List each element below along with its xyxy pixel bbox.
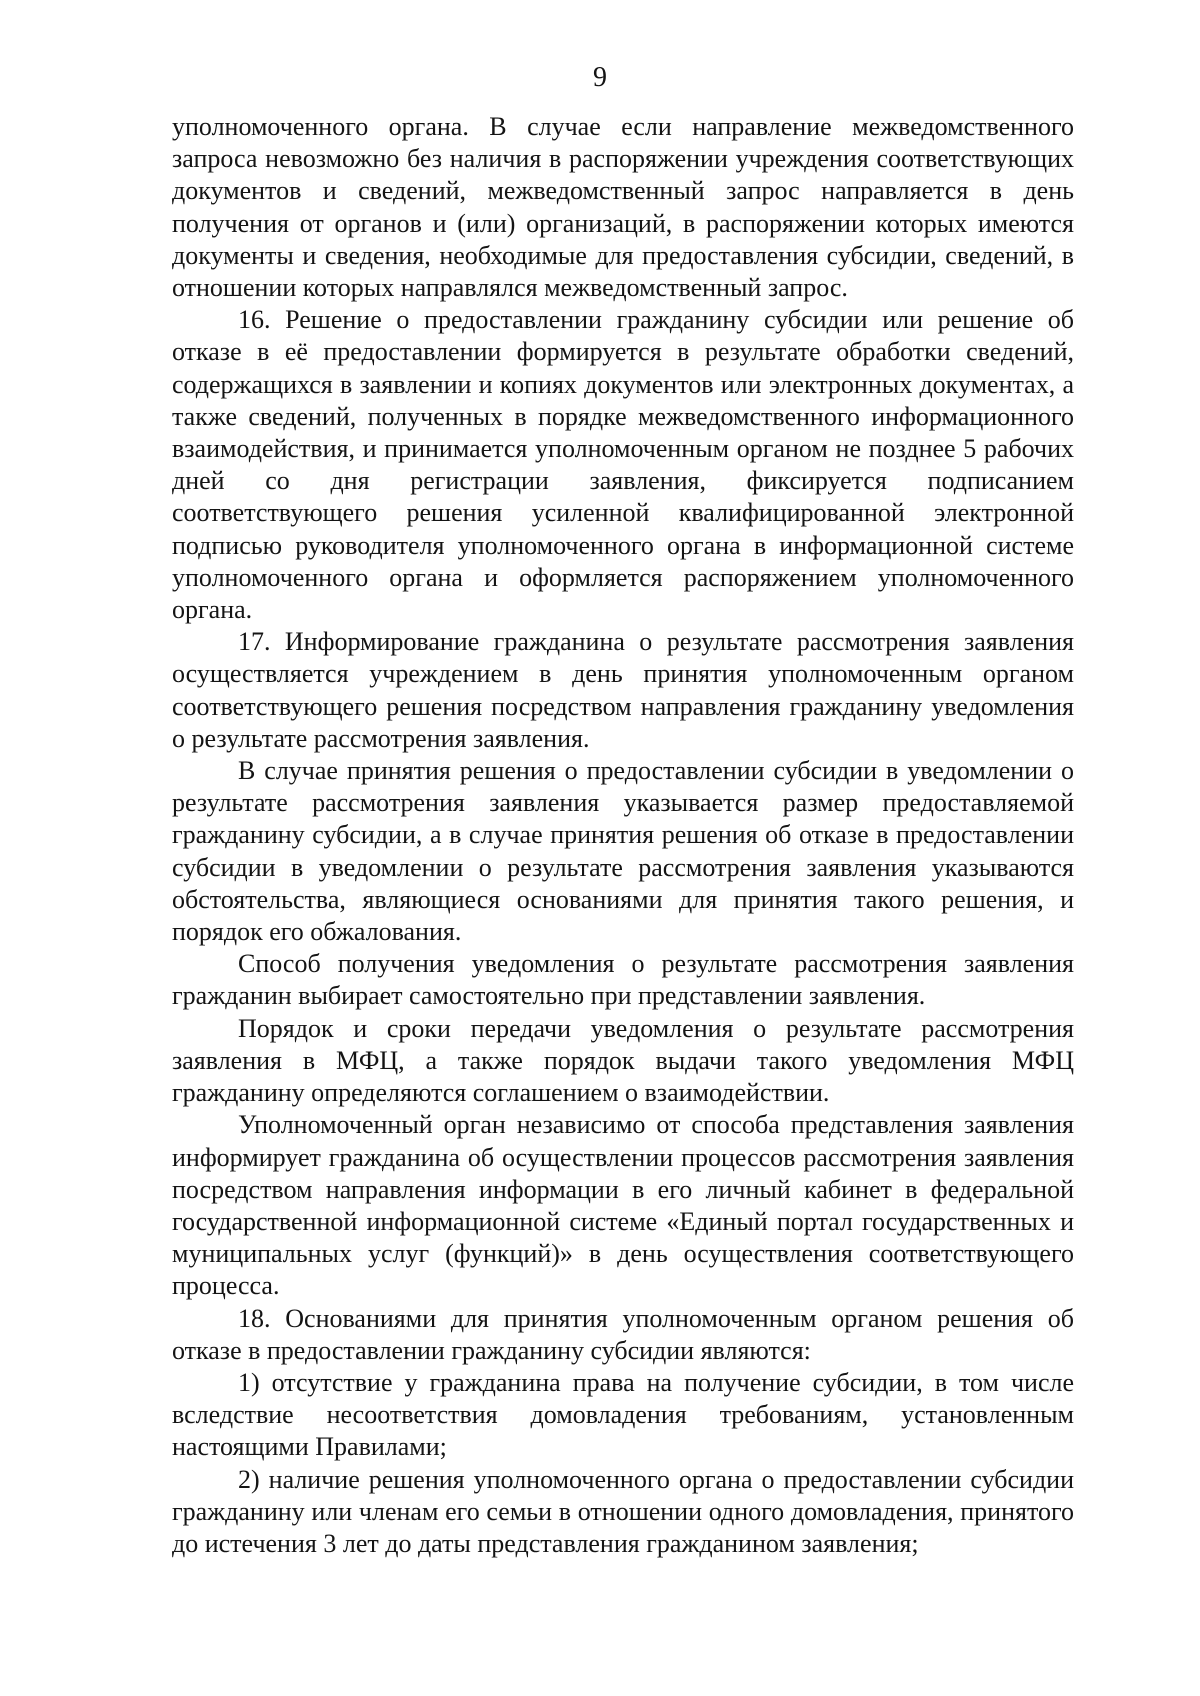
paragraph-item-16: 16. Решение о предоставлении гражданину субсидии или решение об отказе в её предоставлении формируется в результате обработки сведений, содержащихся в заявлении и копиях документов или электронных документах, а также сведений, полученных в порядке межведомственного информационного взаимодействия, и принимается уполномоченным органом не позднее 5 рабочих дней со дня регистрации заявления, фиксируется подписанием соответствующего решения усиленной квалифицированной электронной подписью руководителя уполномоченного органа в информационной системе уполномоченного органа и оформляется распоряжением уполномоченного органа. — [172, 305, 1074, 625]
paragraph-notification-content: В случае принятия решения о предоставлении субсидии в уведомлении о результате рассмотрения заявления указывается размер предоставляемой гражданину субсидии, а в случае принятия решения об отказе в предоставлении субсидии в уведомлении о результате рассмотрения заявления указываются обстоятельства, являющиеся основаниями для принятия такого решения, и порядок его обжалования. — [172, 756, 1074, 947]
paragraph-item-18: 18. Основаниями для принятия уполномоченным органом решения об отказе в предоставлении гражданину субсидии являются: — [172, 1303, 1074, 1365]
paragraph-personal-account: Уполномоченный орган независимо от способа представления заявления информирует гражданина об осуществлении процессов рассмотрения заявления посредством направления информации в его личный кабинет в федеральной государственной информационной системе «Единый портал государственных и муниципальных услуг (функций)» в день осуществления соответствующего процесса. — [172, 1110, 1074, 1301]
document-text — [172, 111, 1074, 1560]
paragraph-continuation: уполномоченного органа. В случае если направление межведомственного запроса невозможно без наличия в распоряжении учреждения соответствующих документов и сведений, межведомственный запрос направляется в день получения от органов и (или) организаций, в распоряжении которых имеются документы и сведения, необходимые для предоставления субсидии, сведений, в отношении которых направлялся межведомственный запрос. — [172, 112, 1074, 303]
list-item-1: 1) отсутствие у гражданина права на получение субсидии, в том числе вследствие несоответствия домовладения требованиям, установленным настоящими Правилами; — [172, 1367, 1074, 1462]
paragraph-mfc-transfer: Порядок и сроки передачи уведомления о результате рассмотрения заявления в МФЦ, а также порядок выдачи такого уведомления МФЦ гражданину определяются соглашением о взаимодействии. — [172, 1013, 1074, 1108]
paragraph-notification-method: Способ получения уведомления о результате рассмотрения заявления гражданин выбирает самостоятельно при представлении заявления. — [172, 949, 1074, 1011]
page-number: 9 — [593, 62, 607, 93]
list-item-2: 2) наличие решения уполномоченного органа о предоставлении субсидии гражданину или членам его семьи в отношении одного домовладения, принятого до истечения 3 лет до даты представления гражданином заявления; — [172, 1464, 1074, 1558]
paragraph-item-17: 17. Информирование гражданина о результате рассмотрения заявления осуществляется учреждением в день принятия уполномоченным органом соответствующего решения посредством направления гражданину уведомления о результате рассмотрения заявления. — [172, 627, 1074, 753]
